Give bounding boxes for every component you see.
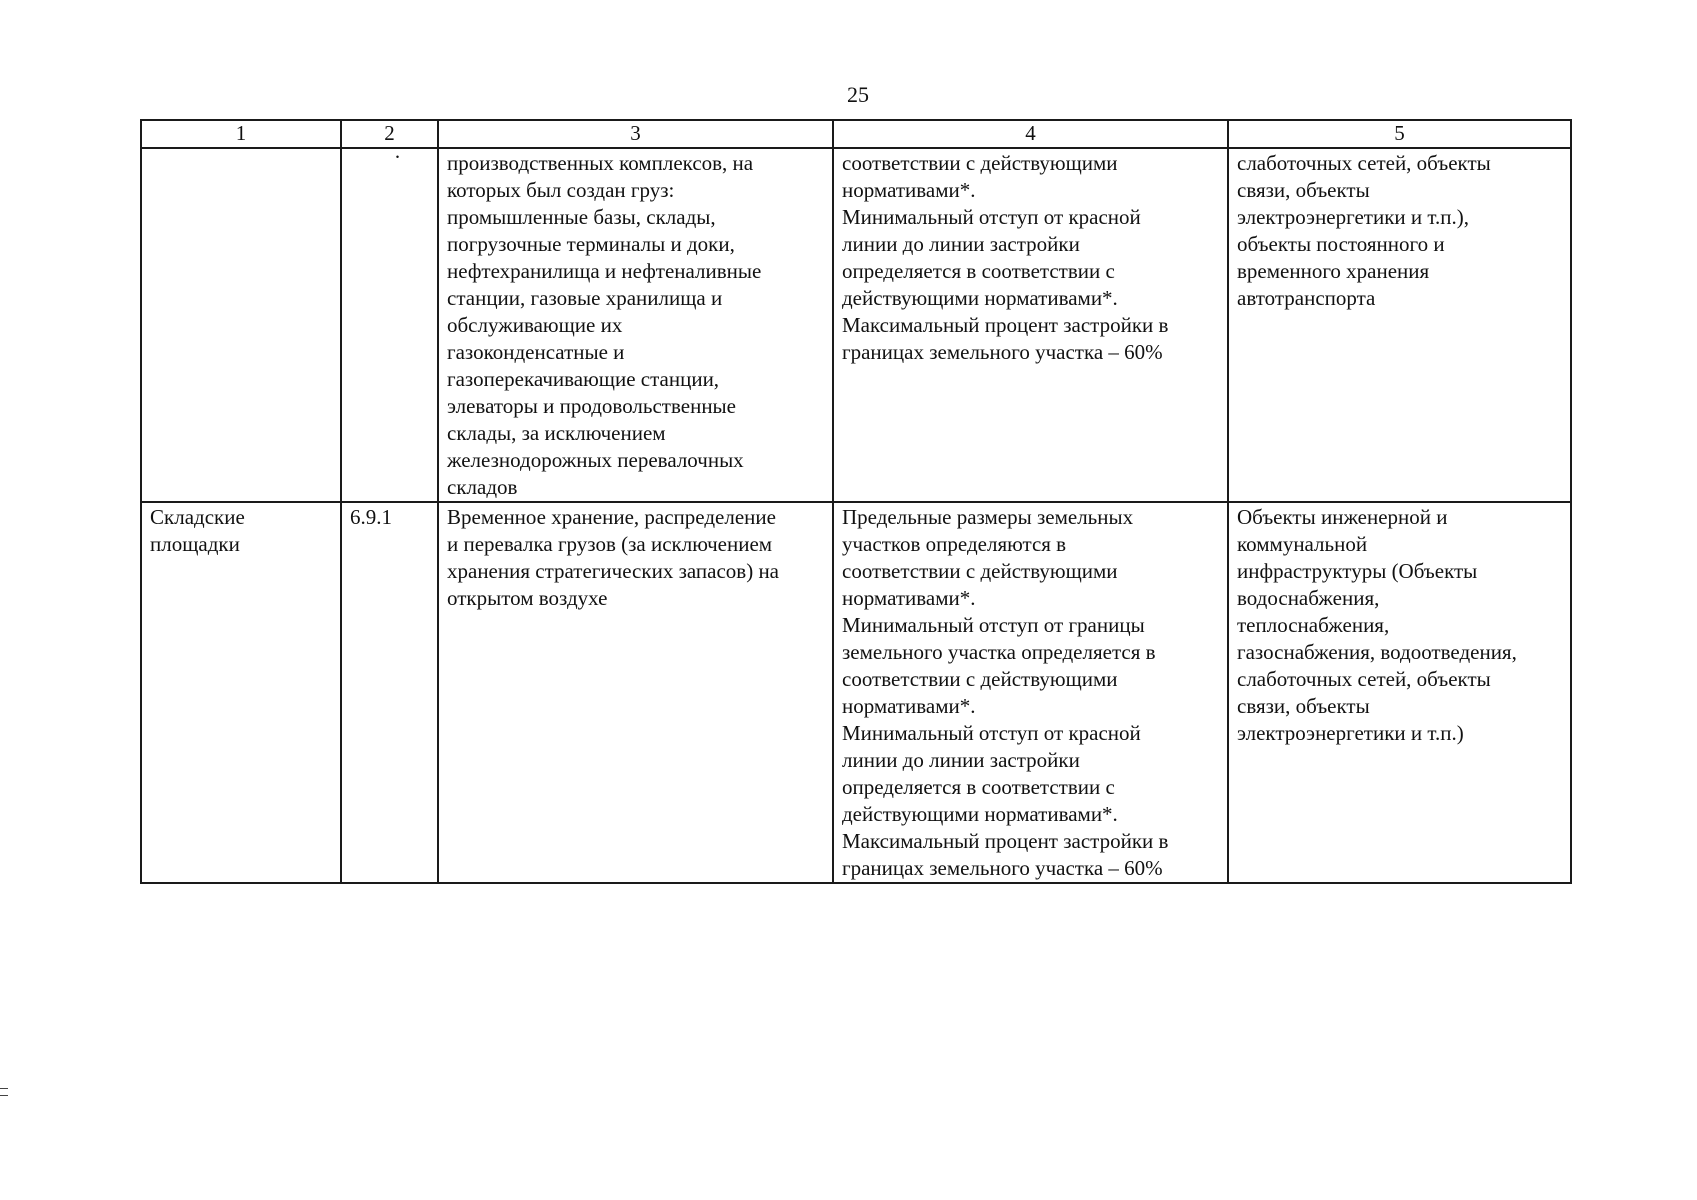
regulations-table-container	[140, 119, 1570, 884]
page-number: 25	[847, 82, 869, 107]
column-header-3: 3	[438, 120, 833, 148]
column-header-1: 1	[141, 120, 341, 148]
cell-code	[341, 145, 438, 502]
cell-parameters-text: Предельные размеры земельных участков определяются в соответствии с действующими нормативами*. Минимальный отступ от границы земельного участка определяется в соответствии с действующими нормативами*. Минимальный отступ от красной линии до линии застройки определяется в соответствии с действующими нормативами*. Максимальный процент застройки в границах земельного участка – 60%	[842, 505, 1169, 880]
cell-parameters	[833, 502, 1228, 883]
cell-parameters	[833, 148, 1228, 502]
cell-parameters-text: соответствии с действующими нормативами*. Минимальный отступ от красной линии до линии застройки определяется в соответствии с действующими нормативами*. Максимальный процент застройки в границах земельного участка – 60%	[842, 151, 1169, 364]
cell-description-text: Временное хранение, распределение и перевалка грузов (за исключением хранения стратегических запасов) на открытом воздухе	[447, 505, 780, 610]
cell-code-text: 6.9.1	[350, 505, 392, 529]
column-header-4: 4	[833, 120, 1228, 148]
cell-auxiliary-objects	[1228, 502, 1571, 883]
cell-code-text: ·	[394, 145, 401, 169]
table-row	[141, 148, 1571, 502]
column-header-2: 2	[341, 120, 438, 148]
regulations-table	[140, 119, 1572, 884]
column-header-5: 5	[1228, 120, 1571, 148]
cell-auxiliary-objects-text: Объекты инженерной и коммунальной инфраструктуры (Объекты водоснабжения, теплоснабжения, газоснабжения, водоотведения, слаботочных сетей, объекты связи, объекты электроэнергетики и т.п.)	[1237, 505, 1517, 745]
cell-description-text: производственных комплексов, на которых был создан груз: промышленные базы, склады, погрузочные терминалы и доки, нефтехранилища и нефтеналивные станции, газовые хранилища и обслуживающие их газоконденсатные и газоперекачивающие станции, элеваторы и продовольственные склады, за исключением железнодорожных перевалочных складов	[447, 151, 762, 499]
cell-description	[438, 148, 833, 502]
table-header-row	[141, 120, 1571, 148]
cell-code	[341, 502, 438, 883]
cell-auxiliary-objects	[1228, 148, 1571, 502]
cell-description	[438, 502, 833, 883]
cell-use-type-text: Складские площадки	[150, 505, 245, 556]
cell-use-type	[141, 502, 341, 883]
scan-margin-mark	[0, 1088, 8, 1096]
table-row	[141, 502, 1571, 883]
cell-use-type	[141, 148, 341, 502]
cell-auxiliary-objects-text: слаботочных сетей, объекты связи, объекты электроэнергетики и т.п.), объекты постоянного и временного хранения автотранспорта	[1237, 151, 1491, 310]
